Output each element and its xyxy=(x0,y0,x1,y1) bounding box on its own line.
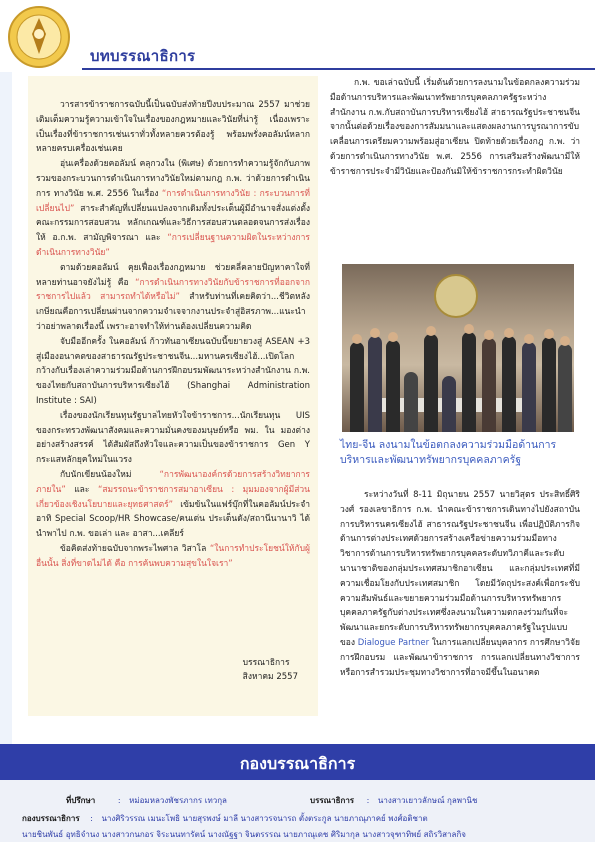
board-members-line2: นายชินพันธ์ อุทธิจำนง นางสาวกนกอร จิระนนทารัตน์ นางณัฐฐา จินตรรรณ นายภาณุเดช ศิริมากุล นางสาวจุฑาทิพย์ สถิรวิสาลกิจ xyxy=(22,830,466,839)
person xyxy=(404,372,418,432)
person xyxy=(542,337,556,432)
editor-signature xyxy=(243,656,298,684)
editorial-body xyxy=(36,98,310,572)
paragraph: ระหว่างวันที่ 8-11 มิถุนายน 2557 นายวิสุตร ประสิทธิ์ศิริวงศ์ รองเลขาธิการ ก.พ. นำคณะข้าราชการเดินทางไปยังสถาบันการบริหารนครเซียงไฮ้ สาธารณรัฐประชาชนจีน เพื่อปฏิบัติภารกิจด้านการต่างประเทศด้วยการสร้างเครือข่ายความร่วมมือทางวิชาการด้านการบริหารทรัพยากรบุคคลระดับทวิภาคีและระดับนานาชาติของกลุ่มประเทศสมาชิกอาเซียน และกลุ่มประเทศที่มีความเชื่อมโยงกับประเทศสมาชิก โดยมีวัตถุประสงค์เพื่อกระชับความสัมพันธ์และขยายความร่วมมือด้านการบริหารทรัพยากรบุคคลภาครัฐกับต่างประเทศซึ่งลงนามในความตกลงร่วมกันที่จะพัฒนาและยกระดับการบริหารทรัพยากรบุคคลภาครัฐในรูปแบบของ Dialogue Partner ในการแลกเปลี่ยนบุคลากร การศึกษาวิจัย การฝึกอบรม และพัฒนาข้าราชการ การแลกเปลี่ยนทางวิชาการหรือการสำรวมประชุมทางวิชาการที่อาจมีขึ้นในอนาคต xyxy=(340,490,580,678)
footer-title: กองบรรณาธิการ xyxy=(239,754,356,773)
news-body xyxy=(340,488,580,680)
advisor-label: ที่ปรึกษา xyxy=(66,796,96,805)
news-intro xyxy=(330,76,580,180)
board-label: กองบรรณาธิการ xyxy=(22,814,80,823)
editor-label: บรรณาธิการ xyxy=(310,796,355,805)
editor-row: บรรณาธิการ : นางสาวเยาวลักษณ์ กุลพานิช xyxy=(310,796,478,805)
paragraph: วารสารข้าราชการฉบับนี้เป็นฉบับส่งท้ายปีงบประมาณ 2557 มาช่วยเติมเต็มความรู้ความเข้าใจในเรื่องของกฎหมายและวินัยที่น่ารู้ เนื่องเพราะเป็นเรื่องที่ข้าราชการเช่นเราทั่วทั้งหลายควรต้องรู้ พร้อมพรั่งคอลัมน์หลากหลายครบเครื่องเช่นเคย xyxy=(36,100,310,155)
person xyxy=(424,334,438,432)
signature-date: สิงหาคม 2557 xyxy=(242,672,298,682)
person xyxy=(462,332,476,432)
paragraph: ข้อคิดส่งท้ายฉบับจากพระไพศาล วิสาโล “ในการทำประโยชน์ให้กับผู้อื่นนั้น สิ่งที่ขาดไม่ได้ คือ การค้นพบความสุขในใจเรา” xyxy=(36,543,310,569)
person xyxy=(442,376,456,432)
paragraph: ก.พ. ขอเล่าฉบับนี้ เริ่มต้นด้วยการลงนามในข้อตกลงความร่วมมือด้านการบริหารและพัฒนาทรัพยากรบุคคลภาครัฐระหว่างสำนักงาน ก.พ.กับสถาบันการบริหารเซียงไฮ้ สาธารณรัฐประชาชนจีน จากนั้นต่อด้วยเรื่องของการสัมมนาและแสดงผลงานการบูรณาการขับเคลื่อนการเตรียมความพร้อมสู่อาเซียน ปิดท้ายด้วยเรื่องกฎ ก.พ. ว่าด้วยการดำเนินการทางวินัย พ.ศ. 2556 การเสริมสร้างพัฒนามีให้ข้าราชการประจำมีวินัยและป้องกันมิให้ข้าราชการกระทำผิดวินัย xyxy=(330,78,580,177)
paragraph: กับนักเขียนน้องใหม่ “การพัฒนาองค์กรด้วยการสร้างวิทยาการภายใน” และ “สมรรถนะข้าราชการสมาอาเซียน : มุมมองจากผู้มีส่วนเกี่ยวข้องเชิงนโยบายและยุทธศาสตร์” เข้มข้นในแฟร์บุ๊กที่ในคอลัมน์ประจำ อาทิ Special Scoop/HR Showcase/คนเด่น ประเด็นดัง/สถานีนานาวิ ได้นำพาไป ก.พ. ขอเล่า และ อาสา...เคลียร์ xyxy=(36,469,310,540)
news-column xyxy=(330,76,580,180)
left-margin-strip xyxy=(0,72,12,744)
header-rule xyxy=(82,68,595,70)
board-row-2 xyxy=(22,828,466,841)
emblem-on-wall xyxy=(434,274,478,318)
person xyxy=(522,342,536,432)
dialogue-partner-link[interactable]: Dialogue Partner xyxy=(357,637,430,648)
person xyxy=(482,338,496,432)
page-header xyxy=(0,0,595,72)
signature-role: บรรณาธิการ xyxy=(242,658,290,668)
editor-value: นางสาวเยาวลักษณ์ กุลพานิช xyxy=(377,796,478,805)
person xyxy=(350,342,364,432)
page-title: บทบรรณาธิการ xyxy=(90,47,196,65)
paragraph: อุ่นเครื่องด้วยคอลัมน์ คลุกวงใน (พิเศษ) ด้วยการทำความรู้จักกับภาพรวมของกระบวนการดำเนินการทางวินัยใหม่ตามกฎ ก.พ. ว่าด้วยการดำเนินการ ทางวินัย พ.ศ. 2556 ในเรื่อง “การดำเนินการทางวินัย : กระบวนการที่เปลี่ยนไป” สาระสำคัญที่เปลี่ยนแปลงจากเดิมทั้งประเด็นผู้มีอำนาจสั่งแต่งตั้งคณะกรรมการสอบสวน หลักเกณฑ์และวิธีการสอบสวนตลอดจนการส่งเรื่องให้ อ.ก.พ. สามัญพิจารณา และ “การเปลี่ยนฐานความผิดในระหว่างการดำเนินการทางวินัย” xyxy=(36,159,310,258)
person xyxy=(386,340,400,432)
paragraph: เรื่องของนักเรียนทุนรัฐบาลไทยหัวใจข้าราชการ...นักเรียนทุน UIS ของกระทรวงพัฒนาสังคมและความมั่นคงของมนุษย์หรือ พม. ใน มองต่างอย่างสร้างสรรค์ ได้สัมผัสถึงหัวใจและความเป็นของข้าราชการ Gen Y กระแสหลักยุคใหม่ในแวรง xyxy=(36,410,310,466)
person xyxy=(368,336,382,432)
advisor-row: ที่ปรึกษา : หม่อมหลวงพัชรภากร เทวกุล xyxy=(66,796,227,805)
board-members-line1: นางศิริวรรณ เมนะโพธิ นายสุรพงษ์ มาลี นางสาวรจนารถ ตั้งตระกูล นายภาณุภาคย์ พงศ์อติชาต xyxy=(101,814,428,823)
editorial-column xyxy=(28,76,318,716)
ocsc-emblem-logo xyxy=(4,4,74,70)
person xyxy=(502,336,516,432)
paragraph: จับมืออีกครั้ง ในคอลัมน์ ก้าวทันอาเซียนฉบับนี้ขยายวงสู่ ASEAN +3 สู่เมืองอนาคตของสาธารณรัฐประชาชนจีน...มหานครเซียงไฮ้...เปิดโลกกว้างกับเรื่องเล่าความร่วมมือด้านการฝึกอบรมพัฒนาระหว่างสำนักงาน ก.พ. ของไทยกับสถาบันการบริหารเซียงไฮ้ (Shanghai Administration Institute : SAI) xyxy=(36,336,310,406)
paragraph: ตามด้วยคอลัมน์ คุยเฟื่องเรื่องกฎหมาย ช่วยคลี่คลายปัญหาคาใจที่หลายท่านอาจยังไม่รู้ คือ “การดำเนินการทางวินัยกับข้าราชการที่ออกจากราชการไปแล้ว สามารถทำได้หรือไม่” สำหรับท่านที่เคยคิดว่า...ชีวิตหลังเกษียณคือการเปลี่ยนผ่านจากความจำเจจากงานประจำสู่อิสรภาพ...แนะนำว่าอย่าพลาดเรื่องนี้ เพราะอาจทำให้ท่านต้องเปลี่ยนความคิด xyxy=(36,262,310,332)
board-row: กองบรรณาธิการ : นางศิริวรรณ เมนะโพธิ นายสุรพงษ์ มาลี นางสาวรจนารถ ตั้งตระกูล นายภาณุภาคย์ พงศ์อติชาต xyxy=(22,814,428,823)
news-heading: ไทย-จีน ลงนามในข้อตกลงความร่วมมือด้านการบริหารและพัฒนาทรัพยากรบุคคลภาครัฐ xyxy=(340,439,557,466)
person xyxy=(558,344,572,432)
signing-ceremony-photo xyxy=(342,264,574,432)
advisor-value: หม่อมหลวงพัชรภากร เทวกุล xyxy=(129,796,227,805)
